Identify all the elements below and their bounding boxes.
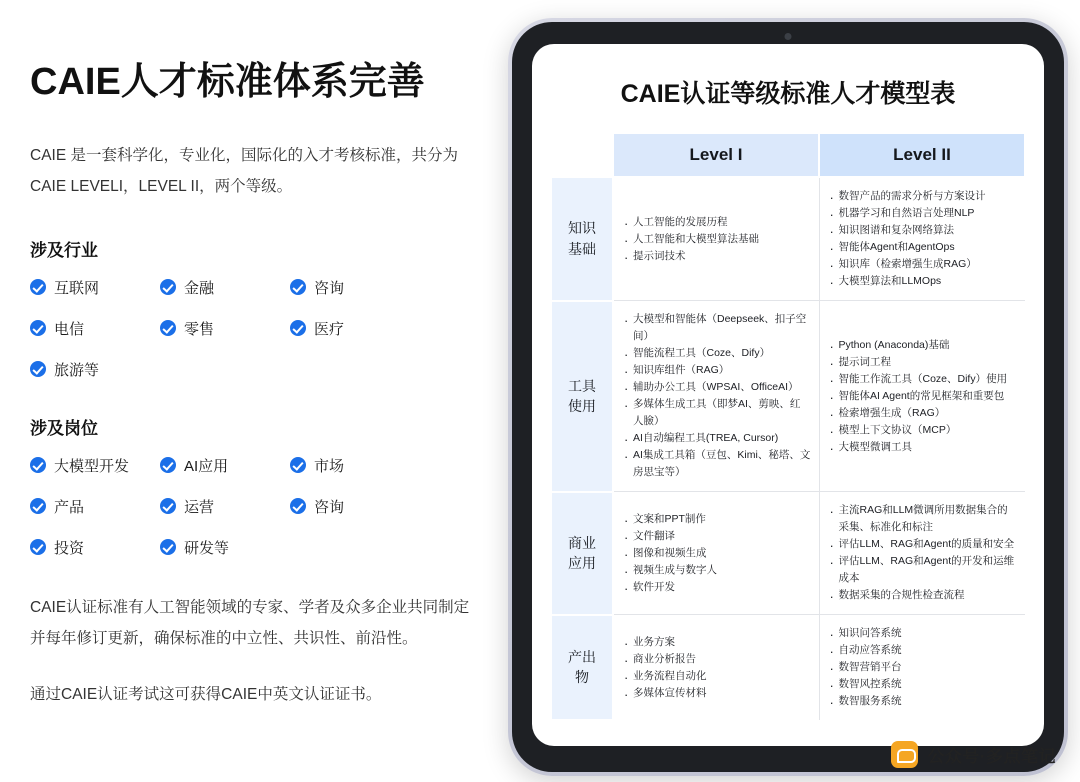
industry-label: 互联网 bbox=[54, 279, 100, 297]
check-icon bbox=[30, 279, 46, 295]
role-label: AI应用 bbox=[184, 457, 229, 475]
list-item: · 多媒体宣传材料 bbox=[624, 685, 811, 702]
bullet-list bbox=[624, 214, 811, 265]
list-item bbox=[30, 277, 160, 298]
column-header-level1: Level I bbox=[613, 133, 819, 177]
intro-paragraph: CAIE 是一套科学化，专业化，国际化的入才考核标准，共分为 CAIE LEVELI，LEVEL II，两个等级。 bbox=[30, 146, 458, 195]
row-label-business: 商业 应用 bbox=[551, 492, 613, 615]
table-row bbox=[551, 177, 1025, 301]
list-item: · 智能体AI Agent的常见框架和重要包 bbox=[830, 388, 1018, 405]
list-item: · 智能流程工具（Coze、Dify） bbox=[624, 345, 811, 362]
industry-label: 电信 bbox=[54, 320, 85, 338]
list-item: · 辅助办公工具（WPSAI、OfficeAI） bbox=[624, 379, 811, 396]
list-item: · 图像和视频生成 bbox=[624, 545, 811, 562]
check-icon bbox=[290, 457, 306, 473]
column-header-level2: Level II bbox=[819, 133, 1025, 177]
industry-label: 医疗 bbox=[314, 320, 345, 338]
list-item: · 检索增强生成（RAG） bbox=[830, 405, 1018, 422]
list-item bbox=[30, 496, 160, 517]
list-item bbox=[290, 277, 420, 298]
list-item: · 大模型算法和LLMOps bbox=[830, 273, 1018, 290]
certificate-note: 通过CAIE认证考试这可获得CAIE中英文认证证书。 bbox=[30, 685, 382, 703]
list-item: · 数智营销平台 bbox=[830, 659, 1018, 676]
industry-label: 旅游等 bbox=[54, 361, 100, 379]
list-item: · 商业分析报告 bbox=[624, 651, 811, 668]
bullet-list bbox=[830, 502, 1018, 604]
list-item: · AI集成工具箱（豆包、Kimi、秘塔、文房思宝等） bbox=[624, 447, 811, 481]
check-icon bbox=[30, 539, 46, 555]
cell-tools-level2 bbox=[819, 301, 1025, 492]
check-icon bbox=[30, 361, 46, 377]
list-item: · AI自动编程工具(TREA, Cursor) bbox=[624, 430, 811, 447]
page-title: CAIE人才标准体系完善 bbox=[30, 61, 425, 103]
cell-knowledge-level2 bbox=[819, 177, 1025, 301]
industry-label: 金融 bbox=[184, 279, 215, 297]
watermark bbox=[891, 741, 1056, 768]
list-item: · Python (Anaconda)基础 bbox=[830, 337, 1018, 354]
list-item: · 文案和PPT制作 bbox=[624, 511, 811, 528]
list-item bbox=[160, 455, 290, 476]
list-item: · 数智产品的需求分析与方案设计 bbox=[830, 188, 1018, 205]
bullet-list bbox=[624, 634, 811, 702]
list-item: · 评估LLM、RAG和Agent的开发和运维成本 bbox=[830, 553, 1018, 587]
list-item: · 评估LLM、RAG和Agent的质量和安全 bbox=[830, 536, 1018, 553]
watermark-label: 公众号·多点笔记 bbox=[927, 747, 1056, 766]
list-item: · 知识库（检索增强生成RAG） bbox=[830, 256, 1018, 273]
list-item: · 大模型微调工具 bbox=[830, 439, 1018, 456]
check-icon bbox=[30, 498, 46, 514]
competency-matrix-table bbox=[550, 132, 1026, 721]
role-label: 市场 bbox=[314, 457, 345, 475]
table-row bbox=[551, 301, 1025, 492]
list-item: · 软件开发 bbox=[624, 579, 811, 596]
role-label: 产品 bbox=[54, 498, 85, 516]
list-item bbox=[30, 455, 160, 476]
row-label-tools: 工具 使用 bbox=[551, 301, 613, 492]
tablet-bezel bbox=[512, 22, 1064, 772]
table-row bbox=[551, 615, 1025, 721]
list-item bbox=[30, 359, 160, 380]
roles-list bbox=[30, 455, 490, 558]
list-item: · 数智风控系统 bbox=[830, 676, 1018, 693]
tablet-screen bbox=[532, 44, 1044, 746]
list-item: · 大模型和智能体（Deepseek、扣子空间） bbox=[624, 311, 811, 345]
table-row bbox=[551, 492, 1025, 615]
list-item bbox=[160, 537, 290, 558]
role-label: 投资 bbox=[54, 539, 85, 557]
wechat-logo-icon bbox=[891, 741, 918, 768]
list-item: · 提示词工程 bbox=[830, 354, 1018, 371]
list-item: · 知识图谱和复杂网络算法 bbox=[830, 222, 1018, 239]
list-item bbox=[160, 318, 290, 339]
role-label: 研发等 bbox=[184, 539, 230, 557]
list-item bbox=[160, 496, 290, 517]
list-item: · 智能工作流工具（Coze、Dify）使用 bbox=[830, 371, 1018, 388]
tablet-device bbox=[508, 18, 1068, 776]
bullet-list bbox=[830, 188, 1018, 290]
left-column bbox=[30, 60, 490, 709]
cell-business-level2 bbox=[819, 492, 1025, 615]
list-item: · 数据采集的合规性检查流程 bbox=[830, 587, 1018, 604]
industry-heading: 涉及行业 bbox=[30, 240, 98, 260]
bullet-list bbox=[830, 625, 1018, 710]
table-title: CAIE认证等级标准人才模型表 bbox=[620, 80, 956, 108]
list-item: · 数智服务系统 bbox=[830, 693, 1018, 710]
role-label: 运营 bbox=[184, 498, 215, 516]
check-icon bbox=[290, 498, 306, 514]
bullet-list bbox=[830, 337, 1018, 456]
standards-paragraph: CAIE认证标准有人工智能领域的专家、学者及众多企业共同制定并每年修订更新，确保标准的中立性、共识性、前沿性。 bbox=[30, 598, 470, 647]
cell-outputs-level2 bbox=[819, 615, 1025, 721]
camera-icon bbox=[785, 33, 792, 40]
list-item bbox=[30, 318, 160, 339]
check-icon bbox=[30, 320, 46, 336]
list-item bbox=[290, 455, 420, 476]
list-item: · 视频生成与数字人 bbox=[624, 562, 811, 579]
list-item: · 主流RAG和LLM微调所用数据集合的采集、标准化和标注 bbox=[830, 502, 1018, 536]
list-item bbox=[160, 277, 290, 298]
check-icon bbox=[160, 498, 176, 514]
cell-knowledge-level1 bbox=[613, 177, 819, 301]
list-item: · 业务流程自动化 bbox=[624, 668, 811, 685]
table-header-row bbox=[551, 133, 1025, 177]
list-item: · 文件翻译 bbox=[624, 528, 811, 545]
row-label-knowledge: 知识 基础 bbox=[551, 177, 613, 301]
list-item: · 人工智能的发展历程 bbox=[624, 214, 811, 231]
industry-label: 咨询 bbox=[314, 279, 345, 297]
check-icon bbox=[290, 279, 306, 295]
list-item: · 知识问答系统 bbox=[830, 625, 1018, 642]
role-label: 咨询 bbox=[314, 498, 345, 516]
list-item: · 多媒体生成工具（即梦AI、剪映、红人臉） bbox=[624, 396, 811, 430]
bullet-list bbox=[624, 311, 811, 481]
list-item: · 机器学习和自然语言处理NLP bbox=[830, 205, 1018, 222]
roles-heading: 涉及岗位 bbox=[30, 418, 98, 438]
list-item: · 智能体Agent和AgentOps bbox=[830, 239, 1018, 256]
bullet-list bbox=[624, 511, 811, 596]
row-label-outputs: 产出 物 bbox=[551, 615, 613, 721]
list-item: · 模型上下文协议（MCP） bbox=[830, 422, 1018, 439]
table-corner-cell bbox=[551, 133, 613, 177]
cell-outputs-level1 bbox=[613, 615, 819, 721]
list-item: · 自动应答系统 bbox=[830, 642, 1018, 659]
list-item: · 人工智能和大模型算法基础 bbox=[624, 231, 811, 248]
check-icon bbox=[290, 320, 306, 336]
check-icon bbox=[160, 279, 176, 295]
check-icon bbox=[30, 457, 46, 473]
list-item: · 知识库组件（RAG） bbox=[624, 362, 811, 379]
industry-list bbox=[30, 277, 490, 380]
list-item bbox=[30, 537, 160, 558]
role-label: 大模型开发 bbox=[54, 457, 130, 475]
cell-business-level1 bbox=[613, 492, 819, 615]
check-icon bbox=[160, 539, 176, 555]
check-icon bbox=[160, 457, 176, 473]
list-item: · 提示词技术 bbox=[624, 248, 811, 265]
check-icon bbox=[160, 320, 176, 336]
industry-label: 零售 bbox=[184, 320, 215, 338]
cell-tools-level1 bbox=[613, 301, 819, 492]
list-item bbox=[290, 318, 420, 339]
list-item bbox=[290, 496, 420, 517]
list-item: · 业务方案 bbox=[624, 634, 811, 651]
